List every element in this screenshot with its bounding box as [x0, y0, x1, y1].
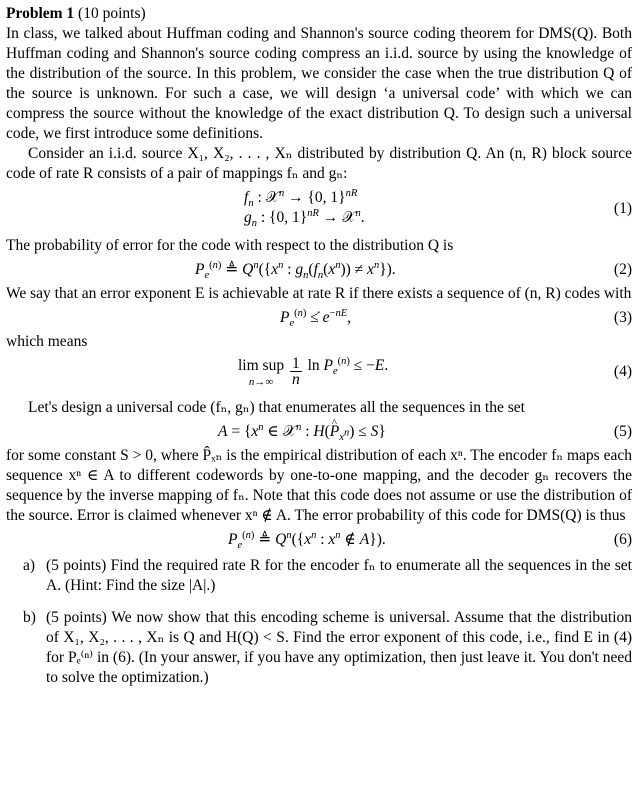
equation-3-number: (3): [613, 309, 632, 326]
equation-4-number: (4): [613, 363, 632, 380]
problem-heading: [6, 4, 632, 24]
equation-5-number: (5): [613, 423, 632, 440]
equation-1: [6, 188, 632, 232]
sub-question-text: (5 points) Find the required rate R for the encoder fₙ to enumerate all the sequences in the set A. (Hint: Find the size |A|.): [46, 557, 632, 594]
equation-4: [6, 356, 632, 394]
sub-question-b: [6, 608, 632, 688]
equation-1-body: $f_n$ : 𝒳$^n$ → {0, 1}$^{nR}$ $g_n$ : {0, 1}$^{nR}$ → 𝒳$^n$.: [244, 187, 365, 230]
problem-title: Problem 1: [6, 5, 75, 22]
sub-question-text: (5 points) We now show that this encoding scheme is universal. Assume that the distribution of X₁, X₂, . . . , Xₙ is Q and H(Q) < S. Find the error exponent of this code, i.e., find E in (4) for Pₑ⁽ⁿ⁾ in (6). (In your answer, if you have any optimization, then just leave it. You don't need to solve the optimization.): [46, 609, 632, 686]
intro-paragraph: In class, we talked about Huffman coding and Shannon's source coding theorem for DMS(Q). Both Huffman coding and Shannon's source coding compress an i.i.d. source by using the knowledge of the distribution of the source. In this problem, we consider the case when the true distribution Q of the source is unknown. For such a case, we will design ‘a universal code’ with which we can compress the source without the knowledge of the exact distribution Q. To design such a universal code, we first introduce some definitions.: [6, 25, 632, 142]
equation-6-body: $P_e^{(n)}$ ≜ $Q^n(\{x^n$ : $x^n$ ∉ A}).: [228, 529, 386, 552]
error-exponent-paragraph: We say that an error exponent E is achievable at rate R if there exists a sequence of (n, R) codes with: [6, 285, 632, 302]
equation-2: [6, 260, 632, 280]
sub-questions: [6, 556, 632, 688]
sub-question-a: [6, 556, 632, 596]
block-code-paragraph: Consider an i.i.d. source X₁, X₂, . . . , Xₙ distributed by distribution Q. An (n, R) block source code of rate R consists of a pair of mappings fₙ and gₙ:: [6, 145, 632, 182]
equation-6-number: (6): [613, 531, 632, 548]
equation-1-number: (1): [613, 200, 632, 217]
encoder-paragraph: for some constant S > 0, where P̂ₓₙ is the empirical distribution of each xⁿ. The encoder fₙ maps each sequence xⁿ ∈ A to different codewords by one-to-one mapping, and the decoder gₙ recovers the sequence by the inverse mapping of fₙ. Note that this code does not assume or use the distribution of the source. Error is claimed whenever xⁿ ∉ A. The error probability of this code for DMS(Q) is thus: [6, 447, 632, 524]
sub-question-label: b): [23, 609, 36, 626]
equation-3-body: $P_e^{(n)}$ ≤̇ $e^{-nE}$,: [280, 307, 352, 330]
sub-question-label: a): [23, 557, 36, 574]
equation-5: [6, 422, 632, 442]
error-probability-paragraph: The probability of error for the code with respect to the distribution Q is: [6, 237, 454, 254]
universal-code-paragraph: Let's design a universal code (fₙ, gₙ) that enumerates all the sequences in the set: [28, 399, 525, 416]
equation-6: [6, 530, 632, 550]
equation-3: [6, 308, 632, 328]
equation-2-body: $P_e^{(n)}$ ≜ $Q^n(\{x^n$ : $g_n(f_n(x^n)) \ne x^n$}).: [195, 259, 396, 282]
equation-2-number: (2): [613, 261, 632, 278]
equation-4-body: lim sup n→∞ $\frac{1}{n}$ $\ln P_e^{(n)} \le -E$.: [238, 355, 389, 388]
problem-points: (10 points): [78, 5, 146, 22]
means-paragraph: which means: [6, 333, 88, 350]
equation-5-body: $A = \{x^n$ ∈ 𝒳$^n$ : H(^ $P_{x^n}) \le S$}: [218, 422, 386, 442]
